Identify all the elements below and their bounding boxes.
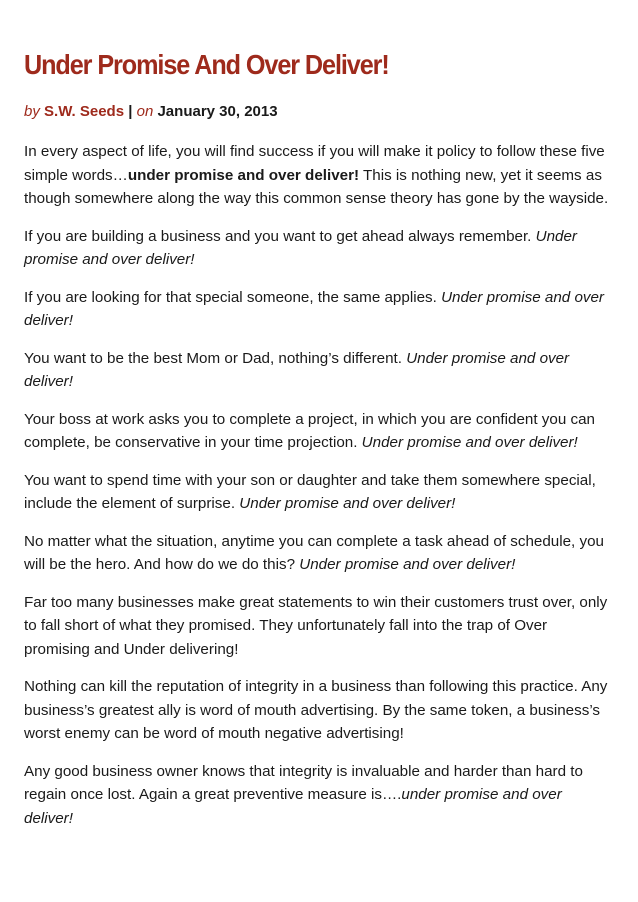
- paragraph-italic: Under promise and over deliver!: [24, 288, 604, 329]
- paragraph-text: If you are building a business and you want to get ahead always remember.: [24, 227, 536, 245]
- paragraph-text: Your boss at work asks you to complete a project, in which you are confident you can complete, be conservative in your time projection.: [24, 410, 595, 451]
- paragraph-italic: Under promise and over deliver!: [24, 349, 570, 390]
- byline-on-label: on: [136, 103, 154, 120]
- paragraph-italic: Under promise and over deliver!: [361, 434, 578, 451]
- paragraph-italic: Under promise and over deliver!: [239, 495, 456, 512]
- paragraph: [24, 140, 614, 211]
- paragraph: [24, 591, 614, 662]
- paragraph: [24, 469, 614, 516]
- paragraph-text: No matter what the situation, anytime you can complete a task ahead of schedule, you will be the hero. And how do we do this?: [24, 532, 604, 573]
- paragraph-italic: under promise and over deliver!: [24, 786, 562, 827]
- paragraph-text: If you are looking for that special someone, the same applies.: [24, 288, 442, 306]
- paragraph: [24, 286, 614, 333]
- paragraph-text: You want to be the best Mom or Dad, nothing’s different.: [24, 349, 407, 367]
- paragraph-text: In every aspect of life, you will find success if you will make it policy to follow these five simple words…: [24, 143, 605, 184]
- article-title[interactable]: Under Promise And Over Deliver!: [24, 49, 389, 80]
- paragraph-text: Far too many businesses make great statements to win their customers trust over, only to fall short of what they promised. They unfortunately fall into the trap of Over promising and Under delivering!: [24, 593, 608, 658]
- paragraph-text: Any good business owner knows that integrity is invaluable and harder than hard to regain once lost. Again a great preventive measure is….: [24, 762, 583, 803]
- paragraph: [24, 225, 614, 272]
- byline-by-label: by: [24, 103, 40, 120]
- paragraph-italic: Under promise and over deliver!: [24, 227, 577, 268]
- paragraph: [24, 347, 614, 394]
- paragraph-italic: Under promise and over deliver!: [299, 556, 516, 573]
- paragraph-bold: under promise and over deliver!: [127, 166, 360, 184]
- paragraph: [24, 760, 614, 831]
- byline-separator: |: [128, 103, 133, 120]
- article-body: [24, 140, 614, 830]
- paragraph-text: You want to spend time with your son or daughter and take them somewhere special, include the element of surprise.: [24, 471, 596, 512]
- paragraph-tail: This is nothing new, yet it seems as though somewhere along the way this common sense theory has gone by the wayside.: [24, 166, 609, 207]
- paragraph: [24, 675, 614, 746]
- paragraph: [24, 530, 614, 577]
- post-date: January 30, 2013: [157, 103, 278, 120]
- author-link[interactable]: S.W. Seeds: [44, 103, 125, 120]
- paragraph-text: Nothing can kill the reputation of integrity in a business than following this practice. Any business’s greatest ally is word of mouth advertising. By the same token, a business’s worst enemy can be word of mouth negative advertising!: [24, 678, 608, 742]
- paragraph: [24, 408, 614, 455]
- byline: [24, 102, 614, 122]
